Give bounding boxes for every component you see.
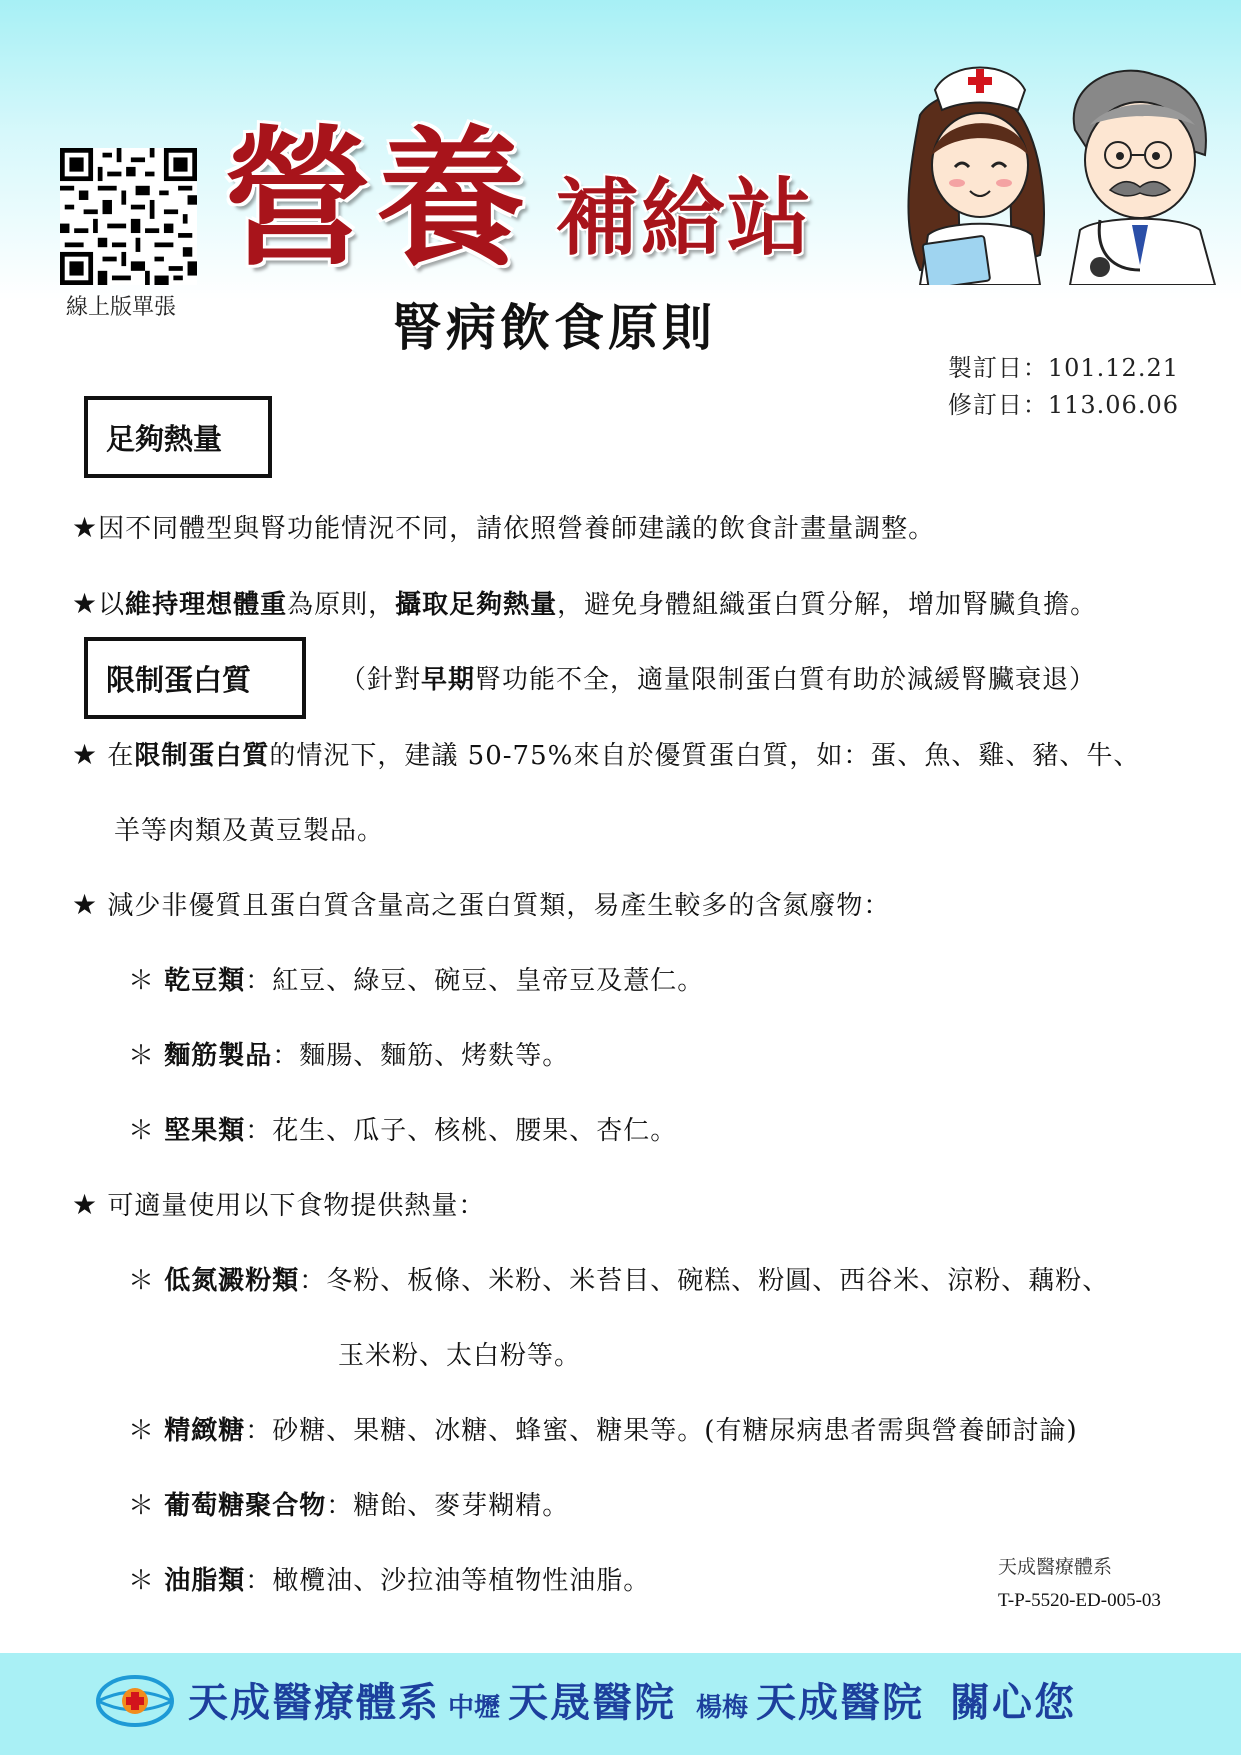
footer-hospital-2: 天成醫院 xyxy=(756,1680,925,1726)
asterisk-icon: ＊ xyxy=(128,1116,156,1146)
star-icon: ★ xyxy=(72,1188,99,1221)
asterisk-icon: ＊ xyxy=(128,1566,156,1596)
list-item: ＊ 葡萄糖聚合物：糖飴、麥芽糊精。 xyxy=(128,1491,570,1521)
protein-note: （針對早期腎功能不全，適量限制蛋白質有助於減緩腎臟衰退） xyxy=(340,665,1097,695)
hospital-cross-logo-icon xyxy=(96,1673,174,1729)
section-heading-protein: 限制蛋白質 xyxy=(84,637,306,719)
asterisk-icon: ＊ xyxy=(128,1416,156,1446)
list-item: ＊ 低氮澱粉類：冬粉、板條、米粉、米苔目、碗糕、粉圓、西谷米、涼粉、藕粉、 xyxy=(128,1266,1110,1296)
footer-system-name: 天成醫療體系 xyxy=(188,1680,440,1726)
calories-item-1: ★因不同體型與腎功能情況不同，請依照營養師建議的飲食計畫量調整。 xyxy=(72,511,936,544)
asterisk-icon: ＊ xyxy=(128,1266,156,1296)
asterisk-icon: ＊ xyxy=(128,1491,156,1521)
calories-item-2: ★以維持理想體重為原則，攝取足夠熱量，避免身體組織蛋白質分解，增加腎臟負擔。 xyxy=(72,587,1098,620)
list-item: ＊ 乾豆類：紅豆、綠豆、碗豆、皇帝豆及薏仁。 xyxy=(128,966,705,996)
created-date: 製訂日：101.12.21 xyxy=(947,354,1179,382)
page-subtitle: 腎病飲食原則 xyxy=(392,298,716,357)
star-icon: ★ xyxy=(72,511,99,544)
list-item-continued: 玉米粉、太白粉等。 xyxy=(338,1341,582,1371)
document-code: T-P-5520-ED-005-03 xyxy=(998,1590,1161,1611)
asterisk-icon: ＊ xyxy=(128,1041,156,1071)
footer-slogan xyxy=(188,1671,1076,1728)
list-item: ＊ 油脂類：橄欖油、沙拉油等植物性油脂。 xyxy=(128,1566,651,1596)
footer-banner xyxy=(0,1653,1241,1755)
footer-care-slogan: 關心您 xyxy=(950,1680,1077,1726)
revised-date: 修訂日：113.06.06 xyxy=(947,391,1179,419)
star-icon: ★ xyxy=(72,888,99,921)
qr-code xyxy=(60,148,197,285)
section-heading-calories: 足夠熱量 xyxy=(84,396,272,478)
list-item: ＊ 精緻糖：砂糖、果糖、冰糖、蜂蜜、糖果等。(有糖尿病患者需與營養師討論) xyxy=(128,1416,1078,1446)
protein-item-1: ★ 在限制蛋白質的情況下，建議 50-75%來自於優質蛋白質，如：蛋、魚、雞、豬、牛、 xyxy=(72,738,1141,771)
footer-location-1: 中壢 xyxy=(448,1693,501,1723)
star-icon: ★ xyxy=(72,587,99,620)
protein-item-2: ★ 減少非優質且蛋白質含量高之蛋白質類，易產生較多的含氮廢物： xyxy=(72,888,891,921)
asterisk-icon: ＊ xyxy=(128,966,156,996)
organization-name: 天成醫療體系 xyxy=(998,1557,1113,1578)
list-item: ＊ 麵筋製品：麵腸、麵筋、烤麩等。 xyxy=(128,1041,570,1071)
protein-item-1-continued: 羊等肉類及黃豆製品。 xyxy=(114,816,385,846)
document-dates xyxy=(948,350,1179,424)
list-item: ＊ 堅果類：花生、瓜子、核桃、腰果、杏仁。 xyxy=(128,1116,678,1146)
title-secondary: 補給站 xyxy=(555,169,814,267)
star-icon: ★ xyxy=(72,738,99,771)
qr-caption: 線上版單張 xyxy=(66,295,177,320)
nurse-doctor-illustration xyxy=(900,55,1220,285)
footer-location-2: 楊梅 xyxy=(696,1693,749,1723)
protein-item-3: ★ 可適量使用以下食物提供熱量： xyxy=(72,1188,486,1221)
footer-hospital-1: 天晟醫院 xyxy=(508,1680,677,1726)
title-main: 營養 xyxy=(222,113,531,287)
